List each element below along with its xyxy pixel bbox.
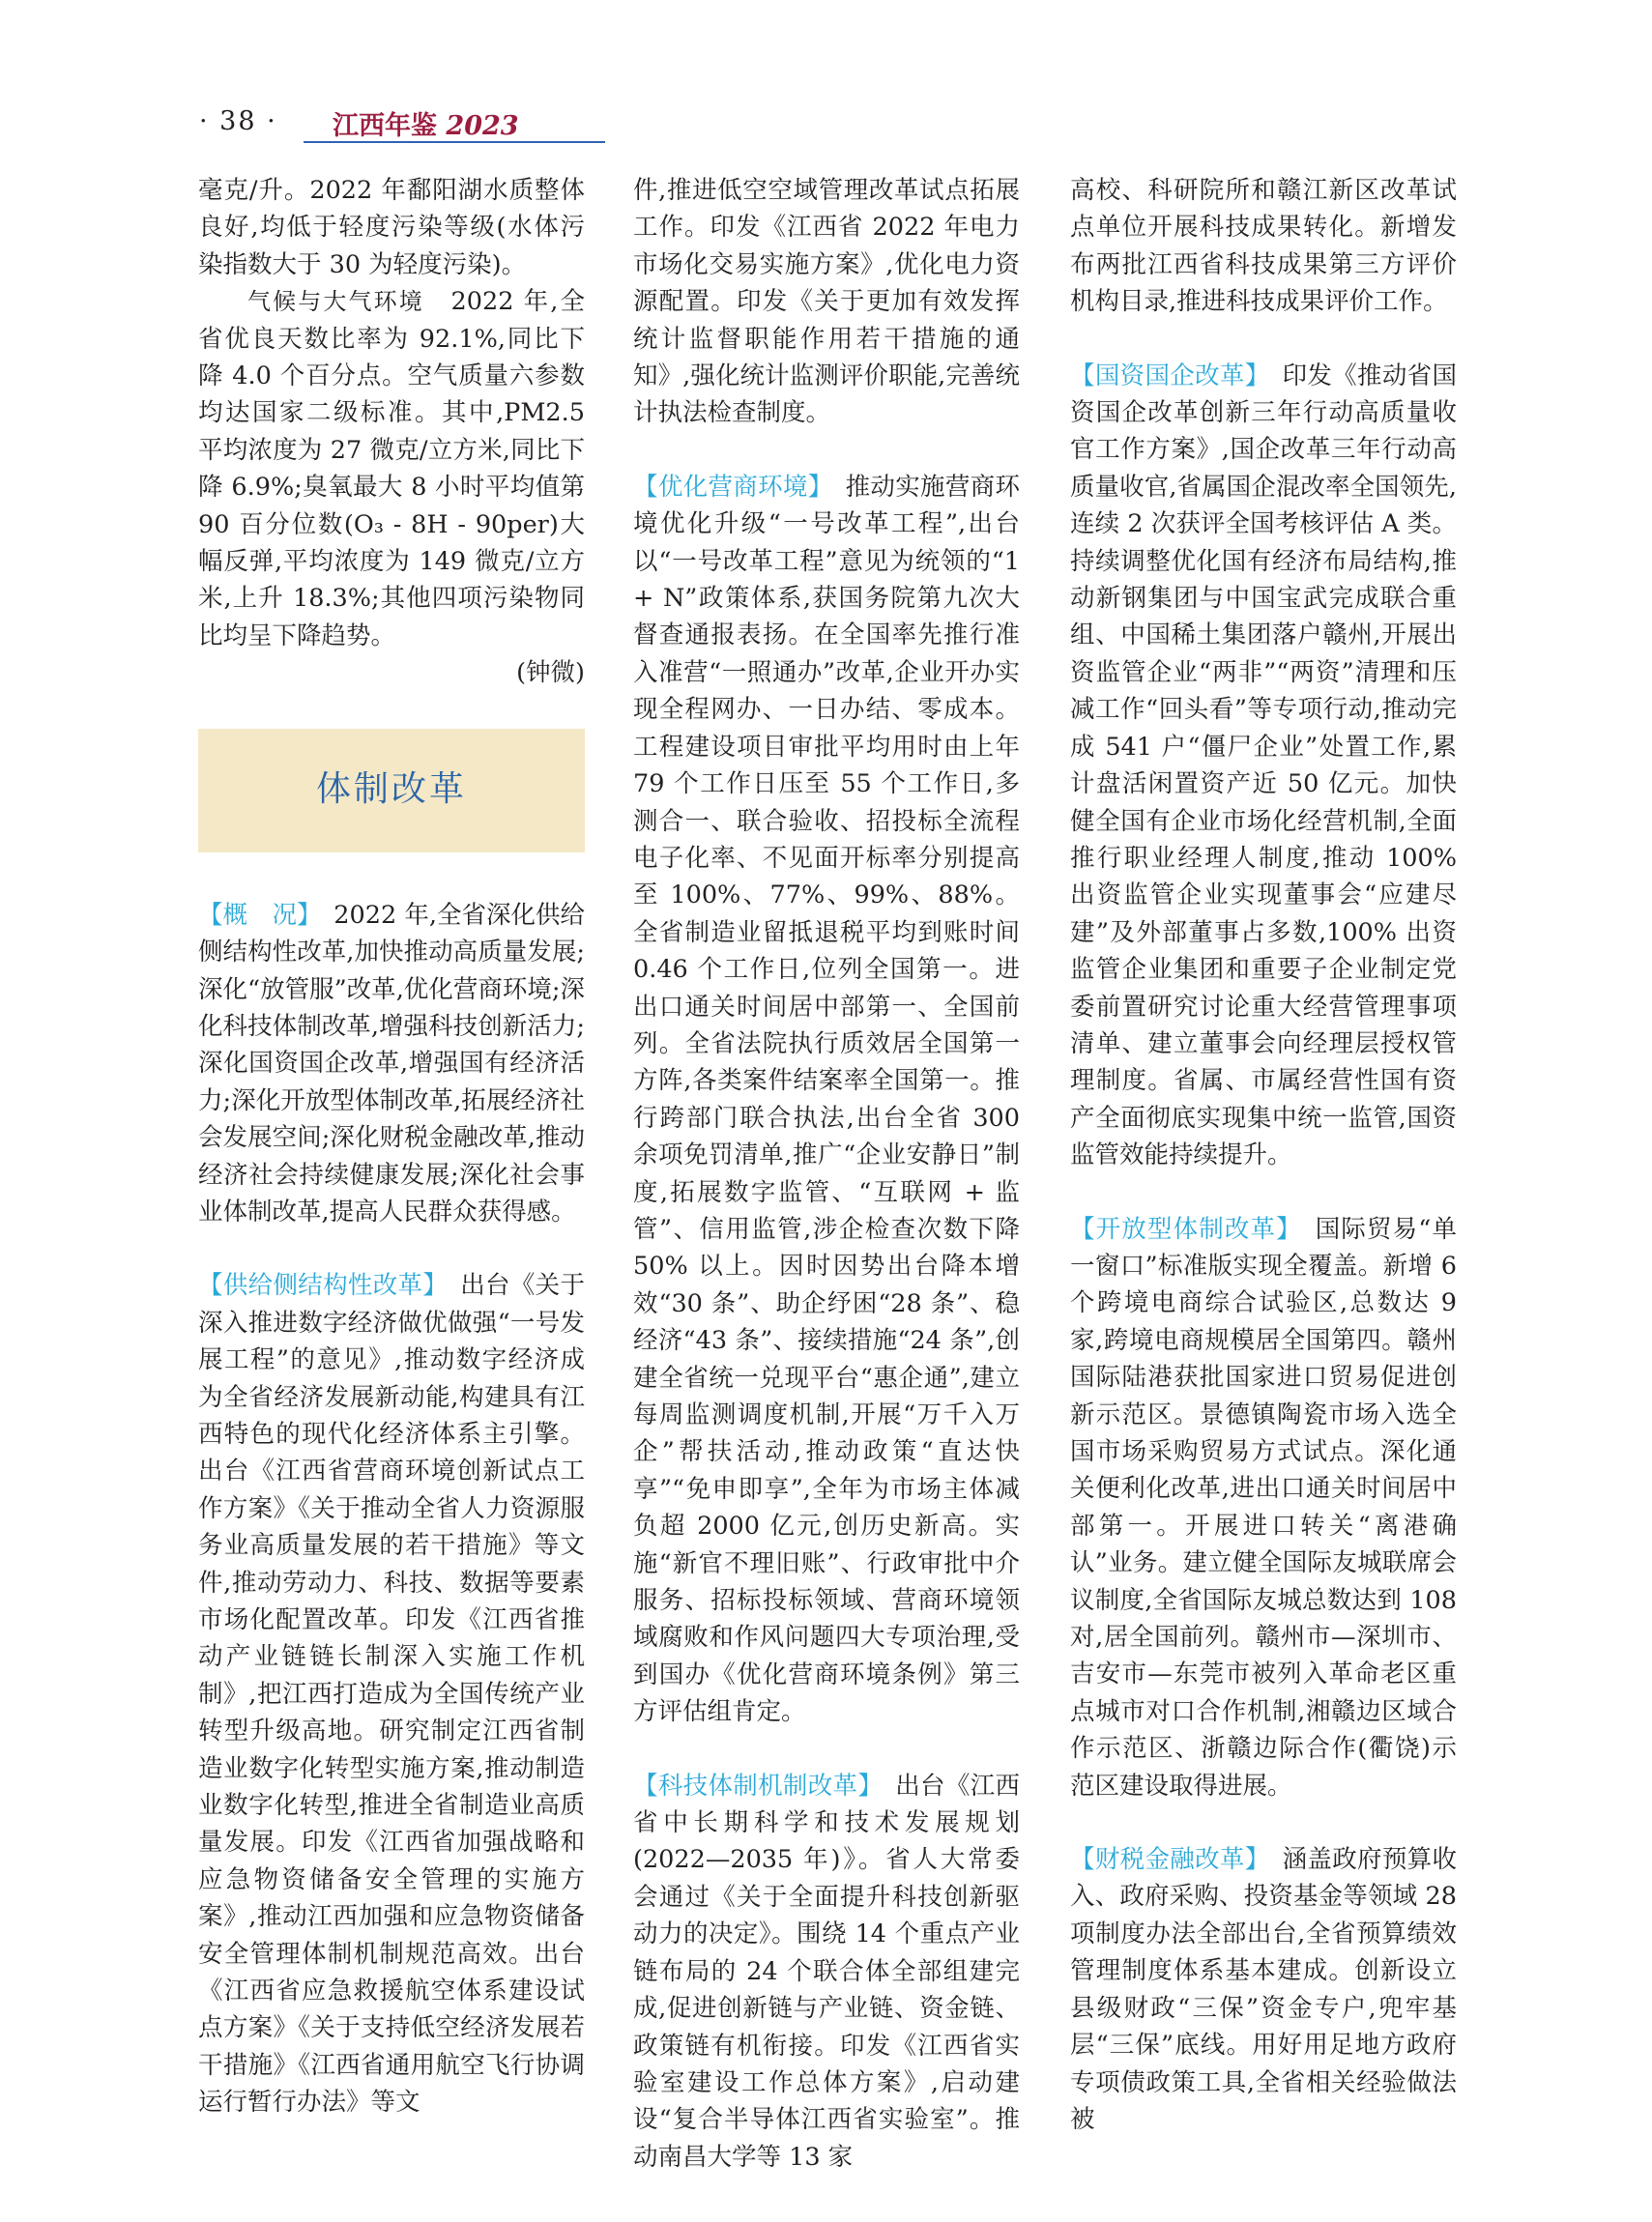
byline: (钟微): [516, 658, 585, 688]
paragraph: 毫克/升。2022 年鄱阳湖水质整体良好,均低于轻度污染等级(水体污染指数大于 30 为轻度污染)。: [198, 176, 585, 279]
paragraph: 件,推进低空空域管理改革试点拓展工作。印发《江西省 2022 年电力市场化交易实施方案》,优化电力资源配置。印发《关于更加有效发挥统计监督职能作用若干措施的通知》,强化统计监测评价职能,完善统计执法检查制度。: [633, 176, 1020, 428]
section-title: 体制改革: [315, 769, 467, 810]
section-head: 【国资国企改革】: [1070, 361, 1258, 390]
header-rule: [304, 141, 605, 143]
section-head: 【科技体制机制改革】: [633, 1771, 871, 1801]
running-title: [333, 104, 519, 142]
paragraph-text: 印发《推动省国资国企改革创新三年行动高质量收官工作方案》,国企改革三年行动高质量收官,省属国企混改率全国领先,连续 2 次获评全国考核评估 A 类。持续调整优化国有经济布局结构,推动新钢集团与中国宝武完成联合重组、中国稀土集团落户赣州,开展出资监管企业“两非”“两资”清理和压减工作“回头看”等专项行动,推动完成 541 户“僵尸企业”处置工作,累计盘活闲置资产近 50 亿元。加快健全国有企业市场化经营机制,全面推行职业经理人制度,推动 100% 出资监管企业实现董事会“应建尽建”及外部董事占多数,100% 出资监管企业集团和重要子企业制定党委前置研究讨论重大经营管理事项清单、建立董事会向经理层授权管理制度。省属、市属经营性国有资产全面彻底实现集中统一监管,国资监管效能持续提升。: [1070, 361, 1457, 1170]
page-number: · 38 ·: [199, 106, 277, 136]
paragraph: [633, 1768, 1020, 2176]
paragraph: [633, 469, 1020, 1731]
paragraph-lead: 气候与大气环境: [247, 288, 424, 316]
section-head: 【供给侧结构性改革】: [198, 1271, 436, 1301]
paragraph-text: 国际贸易“单一窗口”标准版实现全覆盖。新增 6 个跨境电商综合试验区,总数达 9 家,跨境电商规模居全国第四。赣州国际陆港获批国家进口贸易促进创新示范区。景德镇陶瓷市场入选全国市场采购贸易方式试点。深化通关便利化改革,进出口通关时间居中部第一。开展进口转关“离港确认”业务。建立健全国际友城联席会议制度,全省国际友城总数达到 108 对,居全国前列。赣州市—深圳市、吉安市—东莞市被列入革命老区重点城市对口合作机制,湘赣边区域合作示范区、浙赣边际合作(衢饶)示范区建设取得进展。: [1070, 1214, 1457, 1801]
section-head: 【优化营商环境】: [633, 472, 821, 502]
paragraph: [1070, 358, 1457, 1174]
paragraph: [198, 1267, 585, 2121]
paragraph-text: 2022 年,全省优良天数比率为 92.1%,同比下降 4.0 个百分点。空气质量六参数均达国家二级标准。其中,PM2.5 平均浓度为 27 微克/立方米,同比下降 6.9%;臭氧最大 8 小时平均值第 90 百分位数(O₃ - 8H - 90per)大幅反弹,平均浓度为 149 微克/立方米,上升 18.3%;其他四项污染物同比均呈下降趋势。: [198, 287, 586, 650]
column-3: [1070, 172, 1457, 2138]
column-2: [633, 172, 1020, 2176]
paragraph-text: 出台《江西省中长期科学和技术发展规划(2022—2035 年)》。省人大常委会通过《关于全面提升科技创新驱动力的决定》。围绕 14 个重点产业链布局的 24 个联合体全部组建完成,促进创新链与产业链、资金链、政策链有机衔接。印发《江西省实验室建设工作总体方案》,启动建设“复合半导体江西省实验室”。推动南昌大学等 13 家: [633, 1771, 1020, 2172]
paragraph-text: 出台《关于深入推进数字经济做优做强“一号发展工程”的意见》,推动数字经济成为全省经济发展新动能,构建具有江西特色的现代化经济体系主引擎。出台《江西省营商环境创新试点工作方案》《关于推动全省人力资源服务业高质量发展的若干措施》等文件,推动劳动力、科技、数据等要素市场化配置改革。印发《江西省推动产业链链长制深入实施工作机制》,把江西打造成为全国传统产业转型升级高地。研究制定江西省制造业数字化转型实施方案,推动制造业数字化转型,推进全省制造业高质量发展。印发《江西省加强战略和应急物资储备安全管理的实施方案》,推动江西加强和应急物资储备安全管理体制机制规范高效。出台《江西省应急救援航空体系建设试点方案》《关于支持低空经济发展若干措施》《江西省通用航空飞行协调运行暂行办法》等文: [198, 1271, 585, 2118]
paragraph-text: 推动实施营商环境优化升级“一号改革工程”,出台以“一号改革工程”意见为统领的“1 + N”政策体系,获国务院第九次大督查通报表扬。在全国率先推行准入准营“一照通办”改革,企业开办实现全程网办、一日办结、零成本。工程建设项目审批平均用时由上年 79 个工作日压至 55 个工作日,多测合一、联合验收、招投标全流程电子化率、不见面开标率分别提高至 100%、77%、99%、88%。全省制造业留抵退税平均到账时间 0.46 个工作日,位列全国第一。进出口通关时间居中部第一、全国前列。全省法院执行质效居全国第一方阵,各类案件结案率全国第一。推行跨部门联合执法,出台全省 300 余项免罚清单,推广“企业安静日”制度,拓展数字监管、“互联网 + 监管”、信用监管,涉企检查次数下降 50% 以上。因时因势出台降本增效“30 条”、助企纾困“28 条”、稳经济“43 条”、接续措施“24 条”,创建全省统一兑现平台“惠企通”,建立每周监测调度机制,开展“万千入万企”帮扶活动,推动政策“直达快享”“免申即享”,全年为市场主体减负超 2000 亿元,创历史新高。实施“新官不理旧账”、行政审批中介服务、招标投标领域、营商环境领域腐败和作风问题四大专项治理,受到国办《优化营商环境条例》第三方评估组肯定。: [633, 472, 1020, 1727]
paragraph: [1070, 1841, 1457, 2138]
page-header: [199, 101, 605, 145]
paragraph: [1070, 1211, 1457, 1805]
paragraph-text: 涵盖政府预算收入、政府采购、投资基金等领域 28 项制度办法全部出台,全省预算绩效管理制度体系基本建成。创新设立县级财政“三保”资金专户,兜牢基层“三保”底线。用好用足地方政府专项债政策工具,全省相关经验做法被: [1070, 1845, 1457, 2134]
book-year: 2023: [446, 111, 519, 141]
paragraph-text: 2022 年,全省深化供给侧结构性改革,加快推动高质量发展;深化“放管服”改革,优化营商环境;深化科技体制改革,增强科技创新活力;深化国资国企改革,增强国有经济活力;深化开放型体制改革,拓展经济社会发展空间;深化财税金融改革,推动经济社会持续健康发展;深化社会事业体制改革,提高人民群众获得感。: [198, 900, 585, 1226]
section-head: 【财税金融改革】: [1070, 1845, 1258, 1875]
section-banner: [198, 729, 585, 852]
paragraph: [198, 897, 585, 1231]
book-name: 江西年鉴: [333, 111, 437, 141]
section-head: 【概 况】: [198, 900, 309, 930]
paragraph: 高校、科研院所和赣江新区改革试点单位开展科技成果转化。新增发布两批江西省科技成果第三方评价机构目录,推进科技成果评价工作。: [1070, 176, 1457, 317]
column-1: [198, 172, 585, 2121]
section-head: 【开放型体制改革】: [1070, 1214, 1290, 1244]
paragraph: [198, 283, 585, 654]
